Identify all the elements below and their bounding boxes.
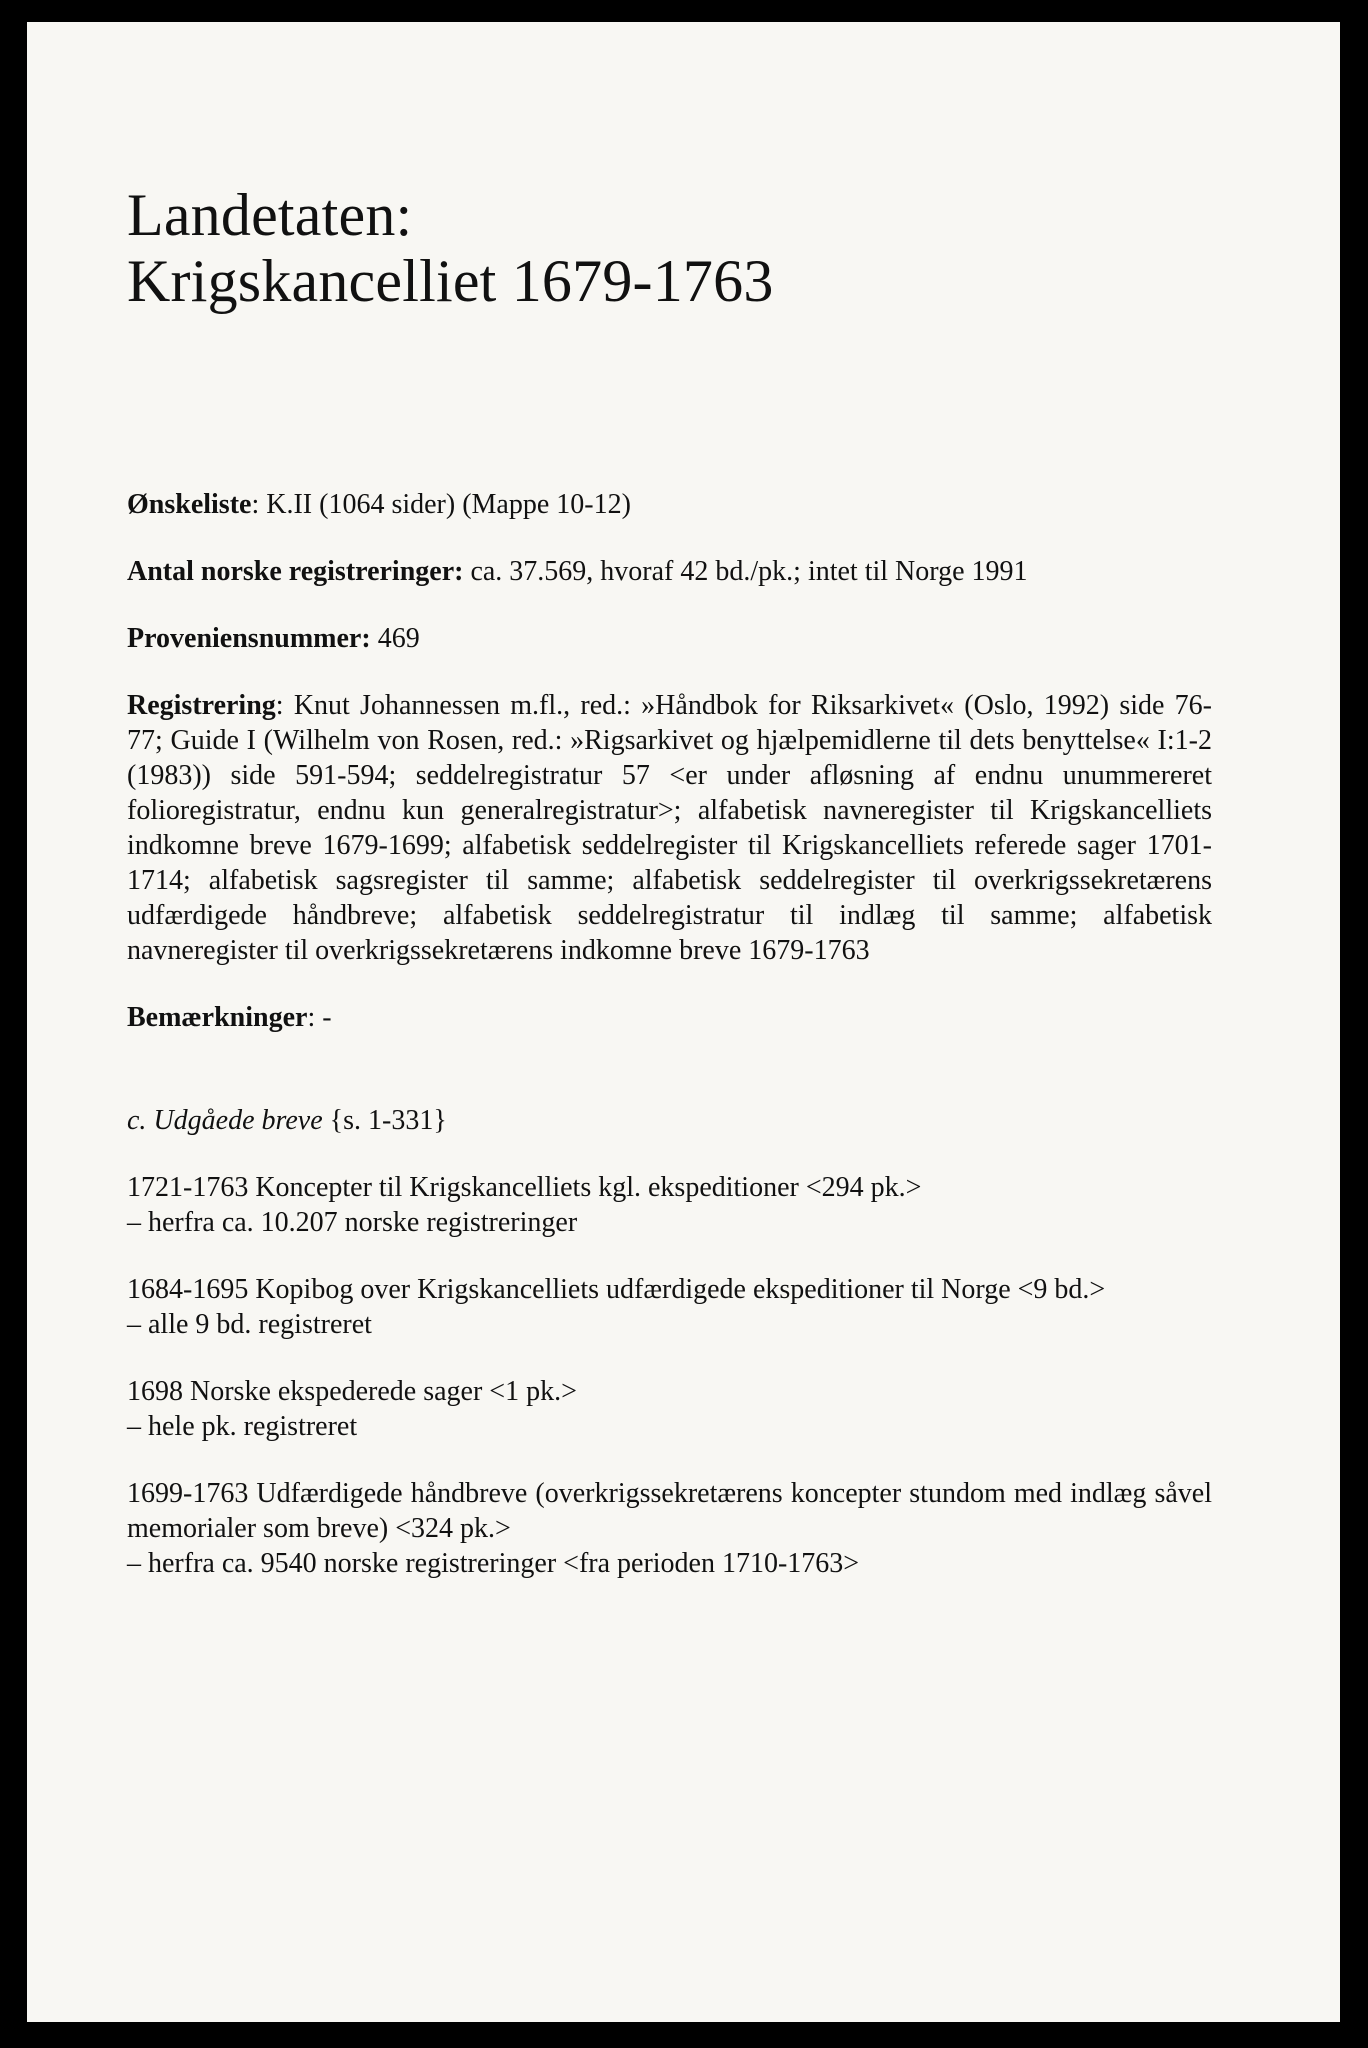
registration-value: Knut Johannessen m.fl., red.: »Håndbok for Riksarkivet« (Oslo, 1992) side 76-77; Guide I (Wilhelm von Rosen, red.: »Rigsarkivet og hjælpemidlerne til dets benyttelse« I:1-2 (1983)) side 591-594; seddelregistratur 57 <er under afløsning af endnu unummereret folioregistratur, endnu kun generalregistratur>; alfabetisk navneregister til Krigskancelliets indkomne breve 1679-1699; alfabetisk seddelregister til Krigskancelliets referede sager 1701-1714; alfabetisk sagsregister til samme; alfabetisk seddelregister til overkrigssekretærens udfærdigede håndbreve; alfabetisk seddelregistratur til indlæg til samme; alfabetisk navneregister til overkrigssekretærens indkomne breve 1679-1763 (127, 690, 1213, 966)
section-range: {s. 1-331} (322, 1105, 447, 1136)
entry-note: – herfra ca. 9540 norske registreringer <fra perioden 1710-1763> (127, 1548, 860, 1579)
wishlist-label: Ønskeliste (127, 489, 252, 520)
registration-paragraph (127, 688, 1212, 968)
list-item (127, 1374, 1212, 1444)
list-item (127, 1170, 1212, 1240)
entry-description: 1684-1695 Kopibog over Krigskancelliets udfærdigede ekspeditioner til Norge <9 bd.> (127, 1274, 1106, 1305)
registration-label: Registrering (127, 690, 276, 721)
registration-count-label: Antal norske registreringer: (127, 556, 464, 587)
registration-count-line (127, 554, 1212, 589)
remarks-line (127, 1000, 1212, 1035)
section-name: Udgåede breve (153, 1105, 323, 1136)
provenance-line (127, 621, 1212, 656)
page-content (127, 182, 1212, 1581)
wishlist-line (127, 487, 1212, 522)
entry-note: – alle 9 bd. registreret (127, 1309, 372, 1340)
wishlist-value: K.II (1064 sider) (Mappe 10-12) (266, 489, 631, 520)
section-heading (127, 1103, 1212, 1138)
remarks-sep: : (307, 1002, 323, 1033)
registration-sep: : (275, 690, 294, 721)
entry-note: – herfra ca. 10.207 norske registreringer (127, 1207, 578, 1238)
page-title-line-1: Landetaten: (127, 182, 413, 248)
list-item (127, 1272, 1212, 1342)
page-title-line-2: Krigskancelliet 1679-1763 (127, 248, 774, 314)
provenance-value: 469 (370, 623, 420, 654)
entry-description: 1698 Norske ekspederede sager <1 pk.> (127, 1376, 577, 1407)
list-item (127, 1476, 1212, 1581)
entry-note: – hele pk. registreret (127, 1411, 358, 1442)
document-page (27, 22, 1340, 2022)
wishlist-sep: : (251, 489, 267, 520)
remarks-label: Bemærkninger (127, 1002, 308, 1033)
entry-description: 1699-1763 Udfærdigede håndbreve (overkrigssekretærens koncepter stundom med indlæg såvel memorialer som breve) <324 pk.> (127, 1478, 1212, 1544)
provenance-label: Proveniensnummer: (127, 623, 371, 654)
registration-count-value: ca. 37.569, hvoraf 42 bd./pk.; intet til Norge 1991 (463, 556, 1028, 587)
entry-description: 1721-1763 Koncepter til Krigskancelliets kgl. ekspeditioner <294 pk.> (127, 1172, 922, 1203)
remarks-value: - (322, 1002, 332, 1033)
section-prefix: c. (127, 1105, 154, 1136)
